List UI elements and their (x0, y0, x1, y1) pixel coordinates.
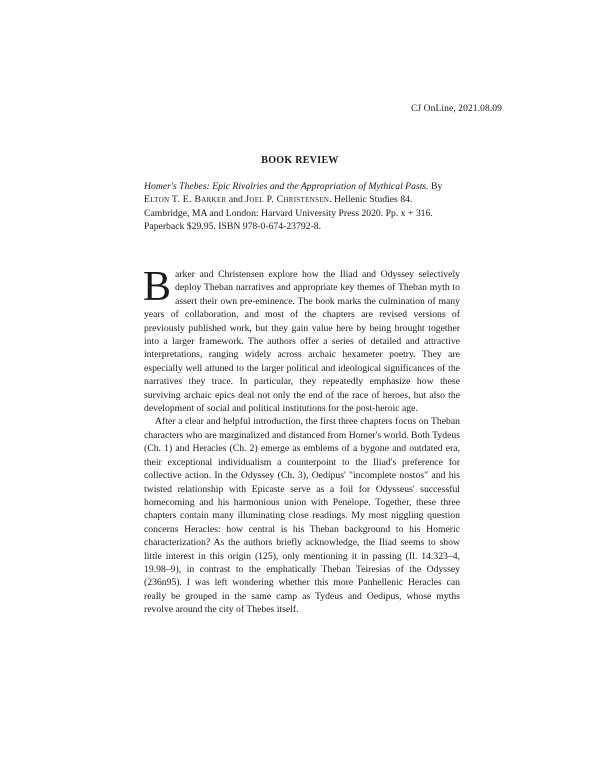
book-title: Homer's Thebes: Epic Rivalries and the Appropriation of Mythical Pasts. (144, 181, 429, 192)
section-title: BOOK REVIEW (261, 155, 339, 166)
journal-reference: CJ OnLine, 2021.08.09 (410, 104, 502, 114)
citation-by: By (428, 181, 443, 192)
drop-cap: B (143, 264, 172, 310)
book-citation (144, 180, 460, 234)
paragraph-2: After a clear and helpful introduction, the first three chapters focus on Theban characters who are marginalized and distanced from Homer's world. Both Tydeus (Ch. 1) and Heracles (Ch. 2) emerge as emblems of a bygone and outdated era, their exceptional individualism a counterpoint to the Iliad's preference for collective action. In the Odyssey (Ch. 3), Oedipus' "incomplete nostos" and his twisted relationship with Epicaste serve as a foil for Odysseus' successful homecoming and his harmonious union with Penelope. Together, these three chapters contain many illuminating close readings. My most niggling question concerns Heracles: how central is his Theban background to his Homeric characterization? As the authors briefly acknowledge, the Iliad seems to show little interest in this origin (125), only mentioning it in passing (Il. 14.323–4, 19.98–9), in contrast to the emphatically Theban Teiresias of the Odyssey (236n95). I was left wondering whether this more Panhellenic Heracles can really be grouped in the same camp as Tydeus and Oedipus, whose myths revolve around the city of Thebes itself. (144, 416, 460, 616)
publication-details: . Hellenic Studies 84. Cambridge, MA and London: Harvard University Press 2020. Pp. x + 316. Paperback $29.95. ISBN 978-0-674-23792-8. (144, 194, 433, 233)
review-body (143, 264, 460, 617)
paragraph-1 (143, 264, 460, 415)
paragraph-1-text: arker and Christensen explore how the Iliad and Odyssey selectively deploy Theban narratives and appropriate key themes of Theban myth to assert their own pre-eminence. The book marks the culmination of many years of collaboration, and most of the chapters are revised versions of previously published work, but they gain value here by being brought together into a larger framework. The authors offer a series of detailed and attractive interpretations, ranging widely across archaic hexameter poetry. They are especially well attuned to the larger political and ideological significances of the narratives they trace. In particular, they repeatedly emphasize how these surviving archaic epics deal not only the end of the race of heroes, but also the development of social and political institutions for the post-heroic age. (144, 269, 460, 415)
author-1: Elton T. E. Barker (144, 194, 227, 206)
author-2: Joel P. Christensen (245, 194, 330, 206)
citation-and: and (226, 194, 246, 206)
